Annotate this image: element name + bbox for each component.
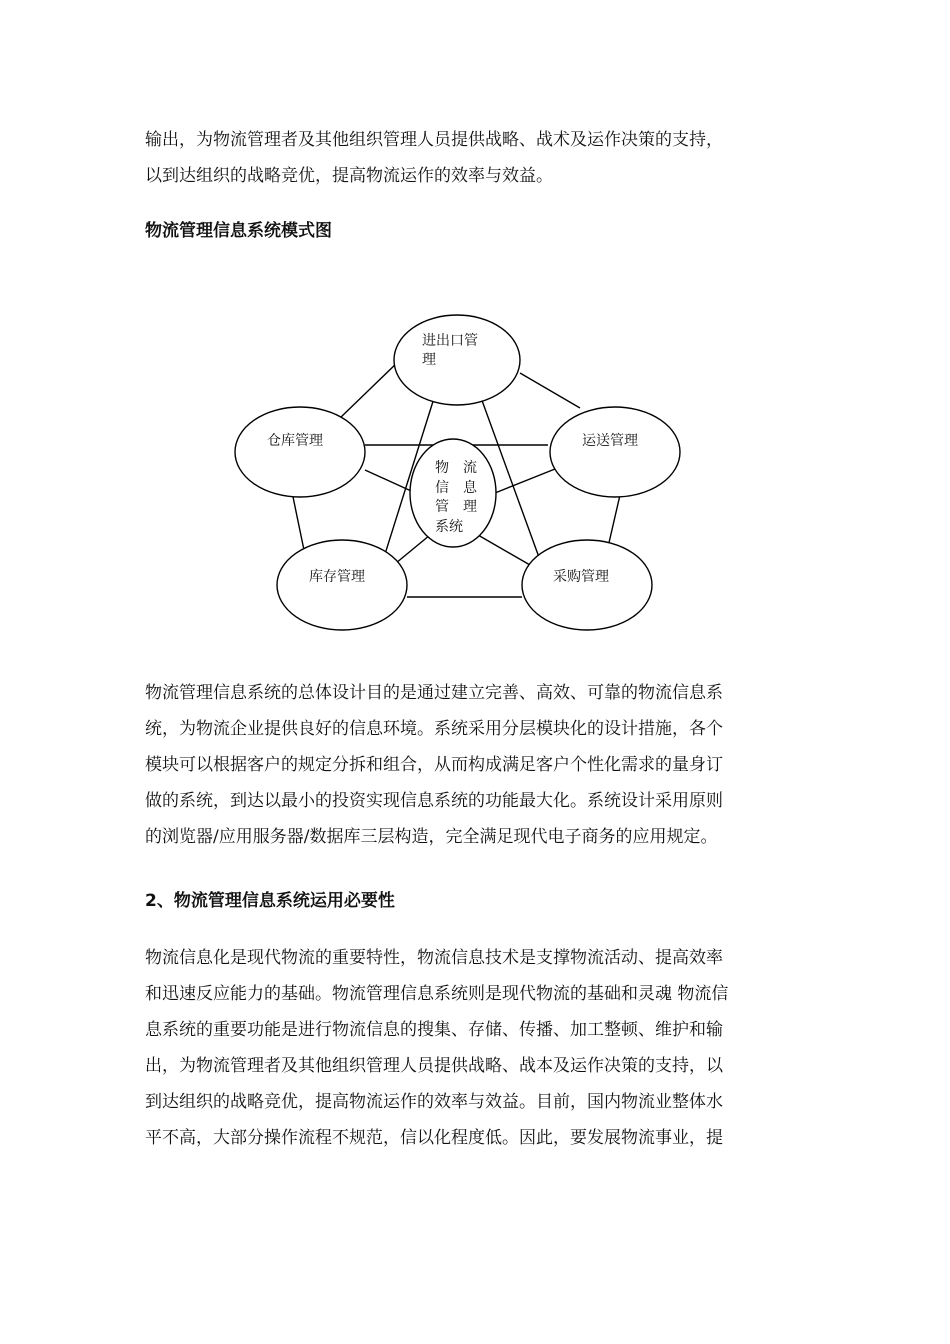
text-line: 做的系统，到达以最小的投资实现信息系统的功能最大化。系统设计采用原则 <box>145 791 723 811</box>
node-bottom-right <box>522 540 652 630</box>
node-left <box>235 407 365 497</box>
node-right <box>550 407 680 497</box>
edge-top-right <box>520 373 580 408</box>
text-line: 模块可以根据客户的规定分拆和组合，从而构成满足客户个性化需求的量身订 <box>145 755 723 775</box>
center-label: 系统 <box>435 519 463 535</box>
edge-top-left <box>340 360 400 418</box>
intro-paragraph <box>145 122 810 194</box>
text-line: 以到达组织的战略竞优，提高物流运作的效率与效益。 <box>145 166 553 186</box>
diagram-title: 物流管理信息系统模式图 <box>145 221 332 241</box>
text-line: 息系统的重要功能是进行物流信息的搜集、存储、传播、加工整顿、维护和输 <box>145 1020 723 1040</box>
text-line: 到达组织的战略竞优，提高物流运作的效率与效益。目前，国内物流业整体水 <box>145 1092 723 1112</box>
text-line: 物流信息化是现代物流的重要特性，物流信息技术是支撑物流活动、提高效率 <box>145 948 723 968</box>
edge-center-right <box>490 465 565 495</box>
text-line: 物流管理信息系统的总体设计目的是通过建立完善、高效、可靠的物流信息系 <box>145 683 723 703</box>
node-bottom-left-label: 库存管理 <box>309 569 365 585</box>
text-line: 和迅速反应能力的基础。物流管理信息系统则是现代物流的基础和灵魂 物流信 <box>145 984 729 1004</box>
center-label: 物 流 <box>435 460 477 476</box>
node-top <box>394 315 520 405</box>
edge-center-bottomright <box>478 535 530 565</box>
text-line: 统，为物流企业提供良好的信息环境。系统采用分层模块化的设计措施，各个 <box>145 719 723 739</box>
edge-left-bottomleft <box>292 492 305 555</box>
center-label: 管 理 <box>435 499 477 515</box>
text-line: 的浏览器/应用服务器/数据库三层构造，完全满足现代电子商务的应用规定。 <box>145 827 718 847</box>
necessity-paragraph <box>145 940 810 1156</box>
text-line: 输出，为物流管理者及其他组织管理人员提供战略、战术及运作决策的支持， <box>145 130 723 150</box>
center-label: 信 息 <box>435 480 477 496</box>
design-paragraph <box>145 675 810 855</box>
node-left-label: 仓库管理 <box>267 433 323 449</box>
text-line: 出，为物流管理者及其他组织管理人员提供战略、战本及运作决策的支持，以 <box>145 1056 723 1076</box>
node-bottom-left <box>277 540 407 630</box>
section-heading: 2、物流管理信息系统运用必要性 <box>145 891 395 911</box>
node-bottom-right-label: 采购管理 <box>553 569 609 585</box>
logistics-mis-diagram <box>230 300 690 645</box>
node-right-label: 运送管理 <box>582 433 638 449</box>
node-top-label: 理 <box>422 352 436 368</box>
node-top-label: 进出口管 <box>422 333 478 349</box>
text-line: 平不高，大部分操作流程不规范，信以化程度低。因此，要发展物流事业，提 <box>145 1128 723 1148</box>
